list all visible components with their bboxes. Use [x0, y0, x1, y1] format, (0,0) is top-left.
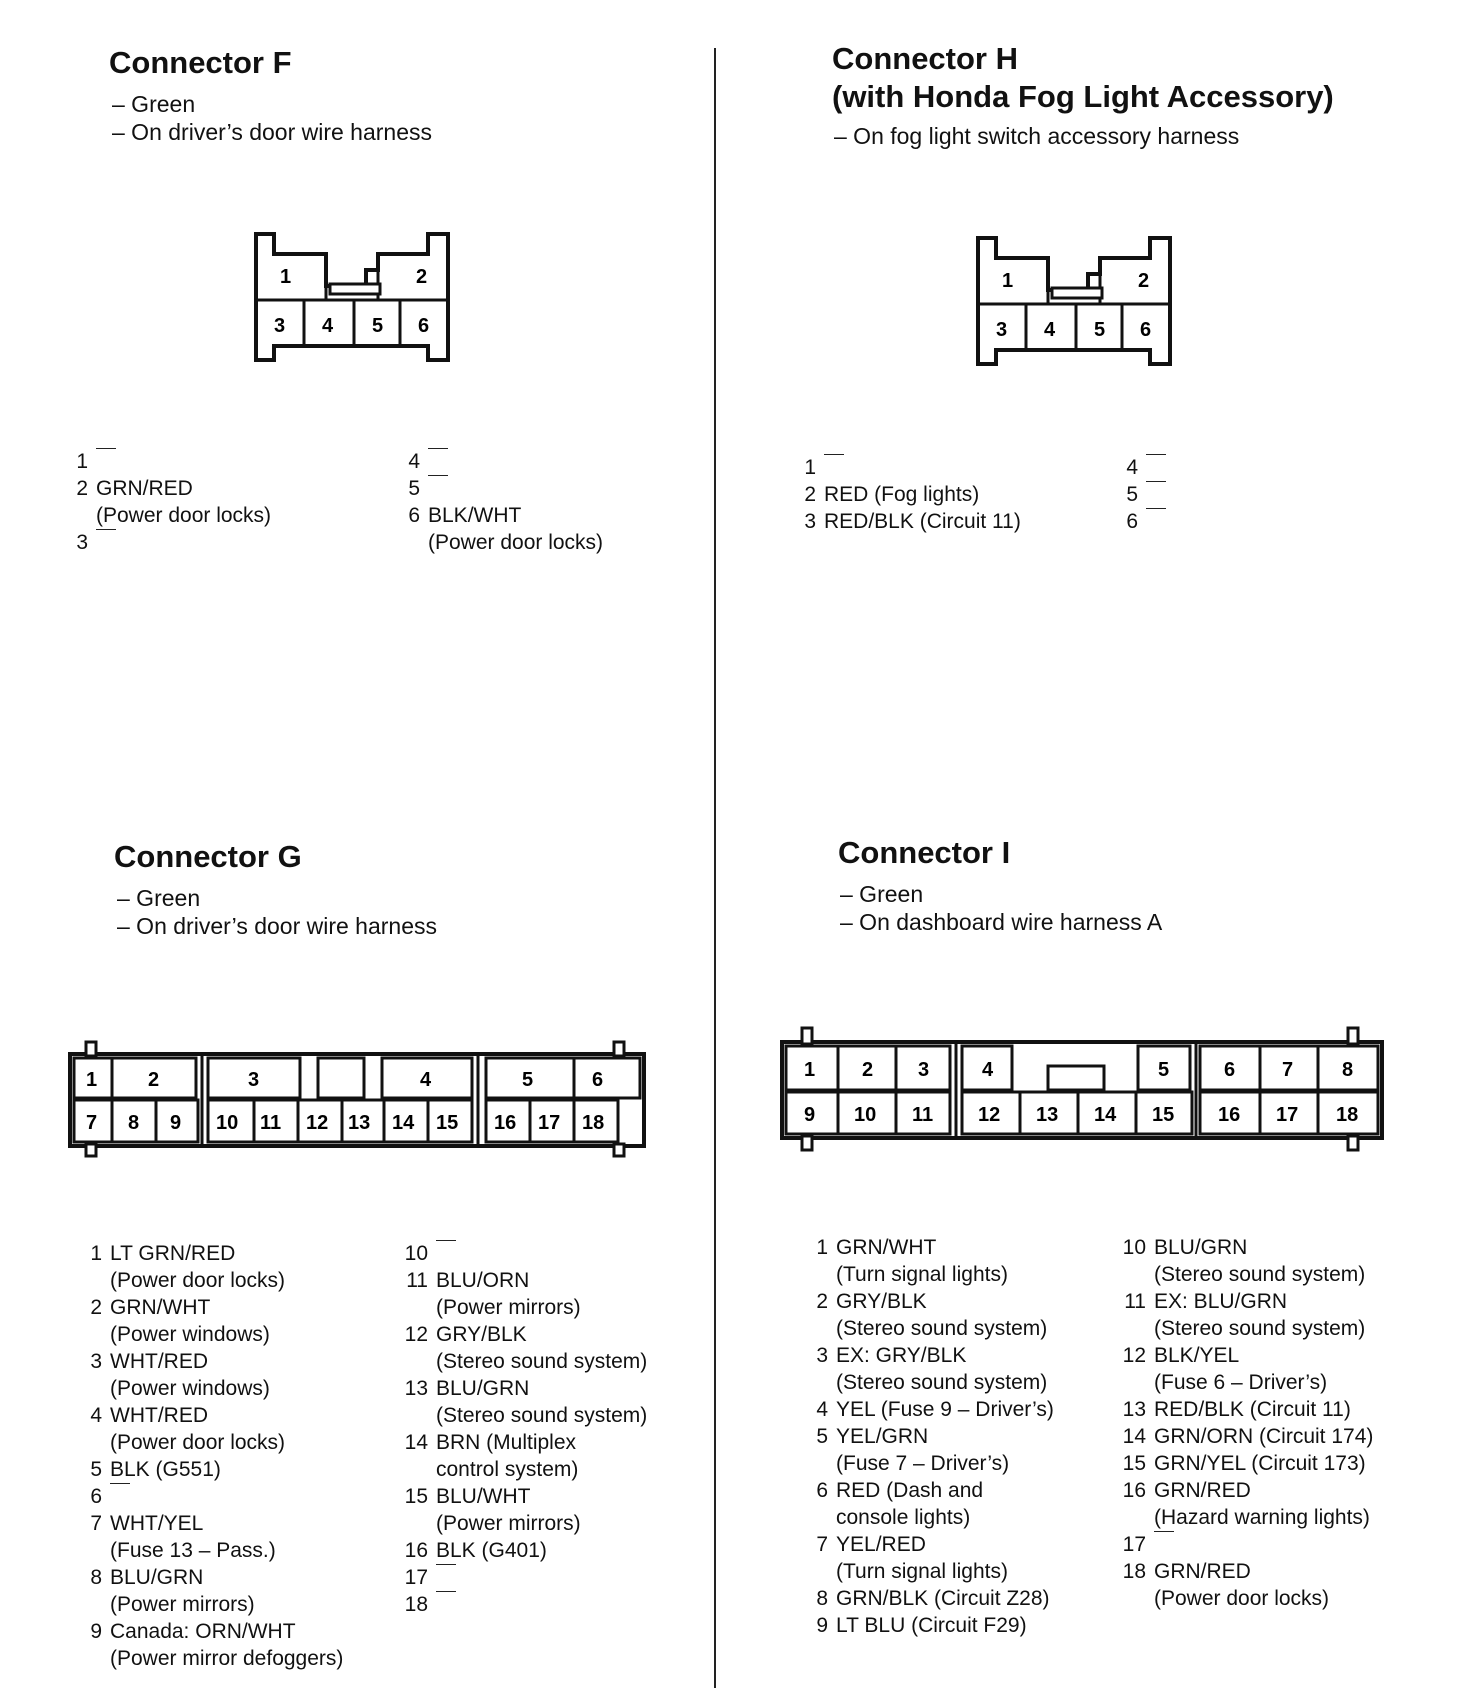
pin-label: 8 — [1342, 1059, 1354, 1081]
pin-label: 18 — [582, 1112, 605, 1134]
pin-label: 14 — [392, 1112, 415, 1134]
pin-row: 6 — [74, 1483, 414, 1510]
pin-row: 6 RED (Dash and console lights) — [816, 1479, 984, 1529]
connector-f-pins-col2 — [392, 448, 692, 556]
pin-label: 2 — [416, 266, 428, 288]
pin-row: 18 — [400, 1591, 720, 1618]
pin-row: 3 — [60, 529, 400, 556]
pin-label: 17 — [1276, 1104, 1299, 1126]
pin-row: 13 BLU/GRN (Stereo sound system) — [404, 1377, 648, 1427]
connector-g-title: Connector G — [114, 839, 302, 874]
pin-row: 10 — [400, 1240, 720, 1267]
pin-row: 6 — [1110, 508, 1310, 535]
pin-label: 13 — [1036, 1104, 1059, 1126]
pin-row: 5 — [392, 475, 692, 502]
pin-label: 6 — [592, 1069, 604, 1091]
pin-row: 3 EX: GRY/BLK (Stereo sound system) — [816, 1344, 1048, 1394]
pin-label: 3 — [996, 319, 1008, 341]
pin-row: 12 BLK/YEL (Fuse 6 – Driver’s) — [1122, 1344, 1328, 1394]
pin-row: 16 BLK (G401) — [404, 1539, 547, 1562]
pin-label: 1 — [804, 1059, 816, 1081]
pin-label: 13 — [348, 1112, 371, 1134]
pin-row: 7 YEL/RED (Turn signal lights) — [816, 1533, 1008, 1583]
connector-g-diagram — [66, 1036, 662, 1162]
pin-label: 5 — [1158, 1059, 1170, 1081]
pin-row: 16 GRN/RED (Hazard warning lights) — [1122, 1479, 1370, 1529]
pin-label: 7 — [1282, 1059, 1294, 1081]
pin-label: 15 — [436, 1112, 459, 1134]
pin-label: 9 — [170, 1112, 182, 1134]
pin-row: 10 BLU/GRN (Stereo sound system) — [1122, 1236, 1366, 1286]
pin-row: 2 GRN/RED (Power door locks) — [76, 477, 272, 527]
pin-label: 1 — [86, 1069, 98, 1091]
connector-g-pins-col1 — [74, 1240, 414, 1672]
pin-label: 11 — [260, 1112, 282, 1134]
pin-label: 4 — [322, 315, 334, 337]
pin-label: 1 — [280, 266, 292, 288]
connector-f-location: – On driver’s door wire harness — [112, 119, 433, 145]
connector-f-color: – Green — [112, 91, 196, 117]
pin-row: 4 WHT/RED (Power door locks) — [90, 1404, 286, 1454]
pin-row: 4 — [392, 448, 692, 475]
connector-i-pins-col2 — [1118, 1234, 1448, 1612]
pin-label: 11 — [912, 1104, 934, 1126]
pin-row: 11 BLU/ORN (Power mirrors) — [406, 1269, 581, 1319]
pin-label: 3 — [248, 1069, 260, 1091]
pin-row: 4 YEL (Fuse 9 – Driver’s) — [816, 1398, 1054, 1421]
pin-label: 2 — [148, 1069, 160, 1091]
pin-label: 6 — [1224, 1059, 1236, 1081]
pin-label: 7 — [86, 1112, 98, 1134]
pin-label: 15 — [1152, 1104, 1175, 1126]
pin-label: 6 — [418, 315, 430, 337]
pin-row: 4 — [1110, 454, 1310, 481]
pin-row: 5 BLK (G551) — [90, 1458, 221, 1481]
pin-row: 7 WHT/YEL (Fuse 13 – Pass.) — [90, 1512, 276, 1562]
pin-row: 1 — [60, 448, 400, 475]
connector-h-title: Connector H — [832, 41, 1018, 76]
pin-label: 5 — [372, 315, 384, 337]
pin-label: 9 — [804, 1104, 816, 1126]
connector-i-color: – Green — [840, 881, 924, 907]
pin-row: 2 GRN/WHT (Power windows) — [90, 1296, 270, 1346]
connector-h-title-line2: (with Honda Fog Light Accessory) — [832, 79, 1334, 114]
connector-i-location: – On dashboard wire harness A — [840, 909, 1163, 935]
pin-label: 16 — [1218, 1104, 1241, 1126]
connector-i-title: Connector I — [838, 835, 1011, 870]
pin-row: 1 GRN/WHT (Turn signal lights) — [816, 1236, 1008, 1286]
pin-label: 14 — [1094, 1104, 1117, 1126]
pin-label: 10 — [854, 1104, 877, 1126]
pin-row: 3 RED/BLK (Circuit 11) — [804, 510, 1021, 533]
pin-label: 12 — [306, 1112, 329, 1134]
connector-g-pins-col2 — [400, 1240, 720, 1618]
pin-label: 5 — [522, 1069, 534, 1091]
connector-i-diagram — [778, 1024, 1388, 1158]
pin-label: 10 — [216, 1112, 239, 1134]
pin-label: 17 — [538, 1112, 561, 1134]
pin-label: 4 — [982, 1059, 994, 1081]
pin-row: 9 Canada: ORN/WHT (Power mirror defoggers) — [90, 1620, 344, 1670]
pin-label: 8 — [128, 1112, 140, 1134]
pin-label: 4 — [420, 1069, 432, 1091]
pin-label: 6 — [1140, 319, 1152, 341]
pin-label: 12 — [978, 1104, 1001, 1126]
pin-row: 14 BRN (Multiplex control system) — [404, 1431, 579, 1481]
pin-row: 1 — [788, 454, 1118, 481]
pin-label: 5 — [1094, 319, 1106, 341]
pin-row: 8 GRN/BLK (Circuit Z28) — [816, 1587, 1050, 1610]
connector-i-pins-col1 — [800, 1234, 1140, 1639]
pin-row: 15 GRN/YEL (Circuit 173) — [1122, 1452, 1366, 1475]
pin-label: 3 — [918, 1059, 930, 1081]
pin-label: 4 — [1044, 319, 1056, 341]
pin-label: 1 — [1002, 270, 1014, 292]
pin-row: 13 RED/BLK (Circuit 11) — [1122, 1398, 1351, 1421]
connector-h-pins-col2 — [1110, 454, 1310, 535]
connector-g-color: – Green — [117, 885, 201, 911]
connector-f-pins-col1 — [60, 448, 400, 556]
pin-row: 5 — [1110, 481, 1310, 508]
pin-row: 1 LT GRN/RED (Power door locks) — [90, 1242, 286, 1292]
pin-label: 2 — [1138, 270, 1150, 292]
connector-h-diagram — [972, 232, 1182, 372]
pin-row: 3 WHT/RED (Power windows) — [90, 1350, 270, 1400]
pin-row: 6 BLK/WHT (Power door locks) — [408, 504, 604, 554]
pin-row: 17 — [400, 1564, 720, 1591]
pin-row: 11 EX: BLU/GRN (Stereo sound system) — [1124, 1290, 1366, 1340]
pin-row: 2 RED (Fog lights) — [804, 483, 980, 506]
pin-row: 8 BLU/GRN (Power mirrors) — [90, 1566, 255, 1616]
pin-row: 9 LT BLU (Circuit F29) — [816, 1614, 1027, 1637]
pin-row: 2 GRY/BLK (Stereo sound system) — [816, 1290, 1048, 1340]
pin-label: 3 — [274, 315, 286, 337]
pin-row: 5 YEL/GRN (Fuse 7 – Driver’s) — [816, 1425, 1010, 1475]
pin-row: 12 GRY/BLK (Stereo sound system) — [404, 1323, 648, 1373]
connector-h-location: – On fog light switch accessory harness — [834, 123, 1240, 149]
pin-row: 14 GRN/ORN (Circuit 174) — [1122, 1425, 1374, 1448]
pin-row: 17 — [1118, 1531, 1448, 1558]
pin-label: 16 — [494, 1112, 517, 1134]
connector-f-title: Connector F — [109, 45, 292, 80]
pin-row: 18 GRN/RED (Power door locks) — [1122, 1560, 1330, 1610]
connector-g-location: – On driver’s door wire harness — [117, 913, 438, 939]
connector-h-pins-col1 — [788, 454, 1118, 535]
pin-label: 18 — [1336, 1104, 1359, 1126]
connector-f-diagram — [250, 228, 460, 368]
pin-row: 15 BLU/WHT (Power mirrors) — [404, 1485, 581, 1535]
pin-label: 2 — [862, 1059, 874, 1081]
